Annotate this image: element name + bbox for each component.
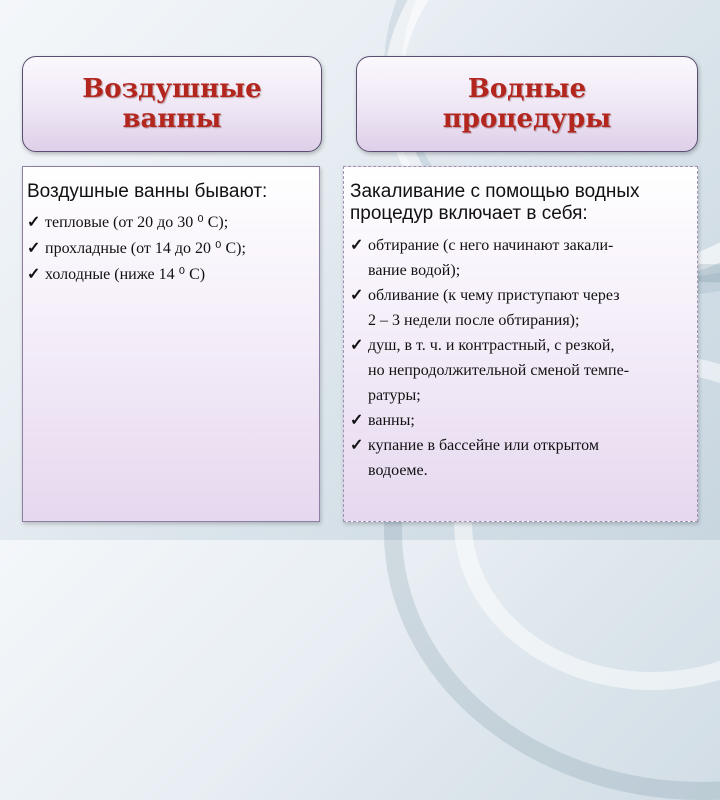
check-mark-icon: ✓ [350, 337, 364, 354]
check-mark-icon: ✓ [27, 240, 41, 257]
water-procedures-panel [343, 166, 698, 522]
check-mark-icon: ✓ [350, 437, 364, 454]
air-baths-intro: Воздушные ванны бывают: [27, 181, 268, 202]
list-item-text: холодные (ниже 14 ⁰ С) [45, 266, 206, 283]
water-procedures-intro: Закаливание с помощью водных процедур включает в себя: [350, 181, 640, 224]
check-mark-icon: ✓ [350, 287, 364, 304]
check-mark-icon: ✓ [27, 266, 41, 283]
list-item [27, 237, 319, 260]
water-procedures-header [356, 56, 698, 152]
list-item-text: обтирание (с него начинают закали- вание водой); [368, 237, 614, 279]
list-item-text: прохладные (от 14 до 20 ⁰ С); [45, 240, 246, 257]
list-item-text: душ, в т. ч. и контрастный, с резкой, но непродолжительной сменой темпе- ратуры; [368, 337, 630, 404]
list-item [27, 211, 319, 234]
check-mark-icon: ✓ [350, 237, 364, 254]
water-procedures-list [350, 233, 697, 483]
list-item [27, 263, 319, 286]
list-item [350, 233, 697, 283]
check-mark-icon: ✓ [27, 214, 41, 231]
list-item-text: купание в бассейне или открытом водоеме. [368, 437, 599, 479]
air-baths-panel [22, 166, 320, 522]
list-item [350, 333, 697, 408]
water-procedures-title: Водные процедуры [442, 74, 612, 134]
list-item-text: обливание (к чему приступают через 2 – 3 недели после обтирания); [368, 287, 620, 329]
list-item-text: ванны; [368, 412, 415, 429]
list-item [350, 283, 697, 333]
list-item-text: тепловые (от 20 до 30 ⁰ С); [45, 214, 229, 231]
check-mark-icon: ✓ [350, 412, 364, 429]
list-item [350, 433, 697, 483]
air-baths-list [27, 211, 319, 286]
air-baths-title: Воздушные ванны [82, 74, 262, 134]
list-item [350, 408, 697, 433]
air-baths-header [22, 56, 322, 152]
